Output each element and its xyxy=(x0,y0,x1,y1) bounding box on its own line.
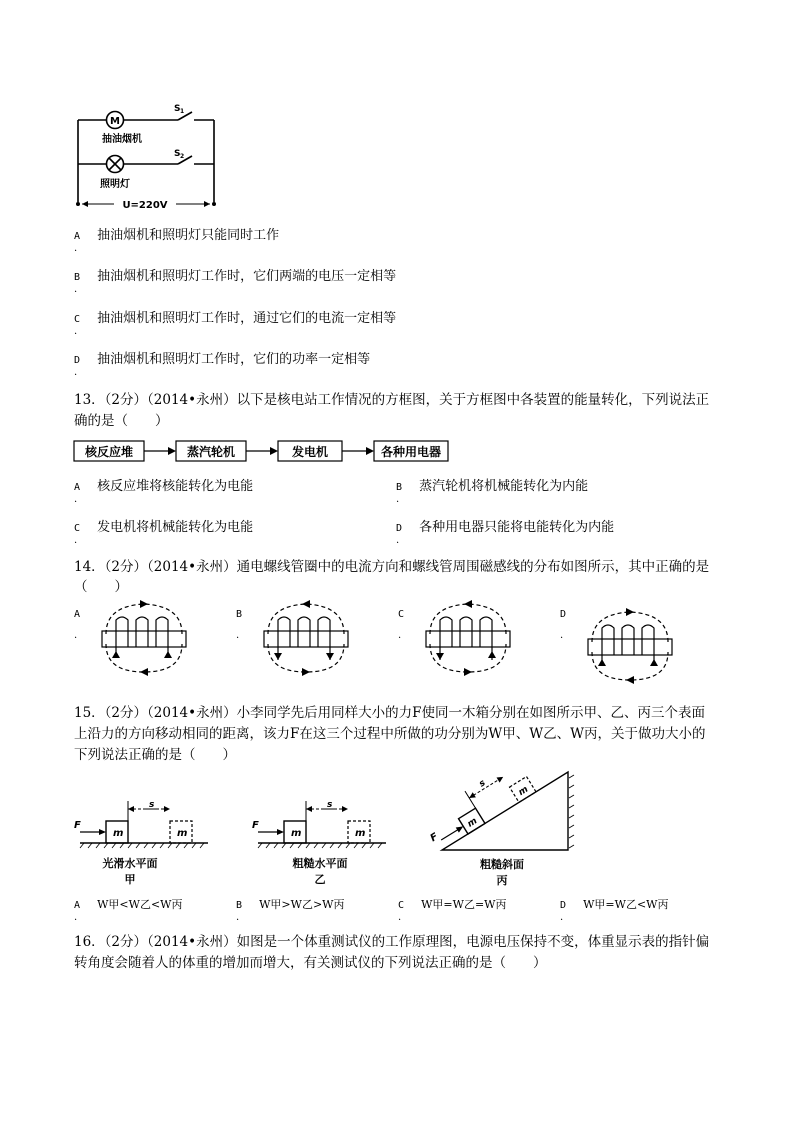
mass-label: m xyxy=(465,816,480,830)
q12-option-c[interactable]: C 抽油烟机和照明灯工作时，通过它们的电流一定相等 . xyxy=(74,311,397,337)
force-label: F xyxy=(428,831,441,845)
flow-box-turbine: 蒸汽轮机 xyxy=(186,445,236,459)
switch1-label: S xyxy=(174,104,181,114)
q16-stem-line2: 转角度会随着人的体重的增加而增大，有关测试仪的下列说法正确的是（ ） xyxy=(74,955,547,971)
q12-option-d[interactable]: D 抽油烟机和照明灯工作时，它们的功率一定相等 . xyxy=(74,352,371,378)
q14-solenoid-c xyxy=(418,598,518,678)
q13-stem-line2: 确的是（ ） xyxy=(74,413,169,429)
switch2-label: S xyxy=(174,149,181,159)
surface-label: 粗糙水平面 xyxy=(292,857,348,870)
q15-option-d[interactable]: D W甲=W乙<W丙 . xyxy=(560,898,669,923)
lamp-label: 照明灯 xyxy=(100,179,130,190)
mass-label-moved: m xyxy=(177,828,188,839)
circuit-diagram xyxy=(70,100,220,215)
flow-box-generator: 发电机 xyxy=(291,445,329,459)
force-label: F xyxy=(74,820,81,831)
mass-label-moved: m xyxy=(516,784,531,799)
distance-label: s xyxy=(327,800,333,810)
q14-solenoid-b xyxy=(256,598,356,678)
q14-solenoid-a xyxy=(94,598,194,678)
flow-box-reactor: 核反应堆 xyxy=(84,445,134,459)
q15-option-b[interactable]: B W甲>W乙>W丙 . xyxy=(236,898,345,923)
figure-name: 甲 xyxy=(124,873,136,886)
q16-stem-line1: 16．（2分）（2014•永州）如图是一个体重测试仪的工作原理图，电源电压保持不变，体重显示表的指针偏 xyxy=(74,934,710,950)
mass-label-moved: m xyxy=(355,828,366,839)
q14-stem-line1: 14．（2分）（2014•永州）通电螺线管圈中的电流方向和螺线管周围磁感线的分布如图所示，其中正确的是 xyxy=(74,559,710,575)
q14-stem-line2: （ ） xyxy=(74,579,128,595)
q13-flowchart xyxy=(72,437,452,465)
q14-option-b[interactable]: B . xyxy=(236,609,243,641)
mass-label: m xyxy=(291,828,302,839)
surface-label: 光滑水平面 xyxy=(102,857,158,870)
q12-option-b[interactable]: B 抽油烟机和照明灯工作时，它们两端的电压一定相等 . xyxy=(74,269,397,295)
q13-option-b[interactable]: B 蒸汽轮机将机械能转化为内能 . xyxy=(396,479,589,505)
q14-option-a[interactable]: A . xyxy=(74,609,81,641)
motor-symbol: M xyxy=(110,116,120,127)
q15-figure-bing xyxy=(428,766,578,890)
q13-option-a[interactable]: A 核反应堆将核能转化为电能 . xyxy=(74,479,254,505)
q14-option-d[interactable]: D . xyxy=(560,609,567,641)
terminal-left xyxy=(76,202,80,206)
figure-name: 丙 xyxy=(496,874,508,887)
voltage-label: U=220V xyxy=(122,200,168,211)
switch1-sub: 1 xyxy=(180,108,185,115)
q13-option-d[interactable]: D 各种用电器只能将电能转化为内能 . xyxy=(396,520,615,546)
q15-stem-line3: 下列说法正确的是（ ） xyxy=(74,747,236,763)
q15-stem-line1: 15．（2分）（2014•永州）小李同学先后用同样大小的力F使同一木箱分别在如图所示甲、乙、丙三个表面 xyxy=(74,705,705,721)
q13-stem-line1: 13．（2分）（2014•永州）以下是核电站工作情况的方框图，关于方框图中各装置的能量转化，下列说法正 xyxy=(74,392,710,408)
surface-label: 粗糙斜面 xyxy=(480,858,524,871)
q14-solenoid-d xyxy=(580,606,680,686)
motor-label: 抽油烟机 xyxy=(102,134,142,145)
force-label: F xyxy=(252,820,259,831)
q14-option-c[interactable]: C . xyxy=(398,609,405,641)
figure-name: 乙 xyxy=(314,873,326,886)
mass-label: m xyxy=(113,828,124,839)
q12-option-a[interactable]: A 抽油烟机和照明灯只能同时工作 . xyxy=(74,228,280,254)
q15-figure-jia xyxy=(72,795,212,890)
q15-option-a[interactable]: A W甲<W乙<W丙 . xyxy=(74,898,183,923)
distance-label: s xyxy=(149,800,155,810)
q15-option-c[interactable]: C W甲=W乙=W丙 . xyxy=(398,898,507,923)
q13-option-c[interactable]: C 发电机将机械能转化为电能 . xyxy=(74,520,254,546)
distance-label: s xyxy=(477,778,488,790)
q15-stem-line2: 上沿力的方向移动相同的距离，该力F在这三个过程中所做的功分别为W甲、W乙、W丙，关于做功大小的 xyxy=(74,726,706,742)
terminal-right xyxy=(212,202,216,206)
flow-box-appliances: 各种用电器 xyxy=(380,445,442,459)
q15-figure-yi xyxy=(250,795,390,890)
switch2-sub: 2 xyxy=(180,153,185,160)
